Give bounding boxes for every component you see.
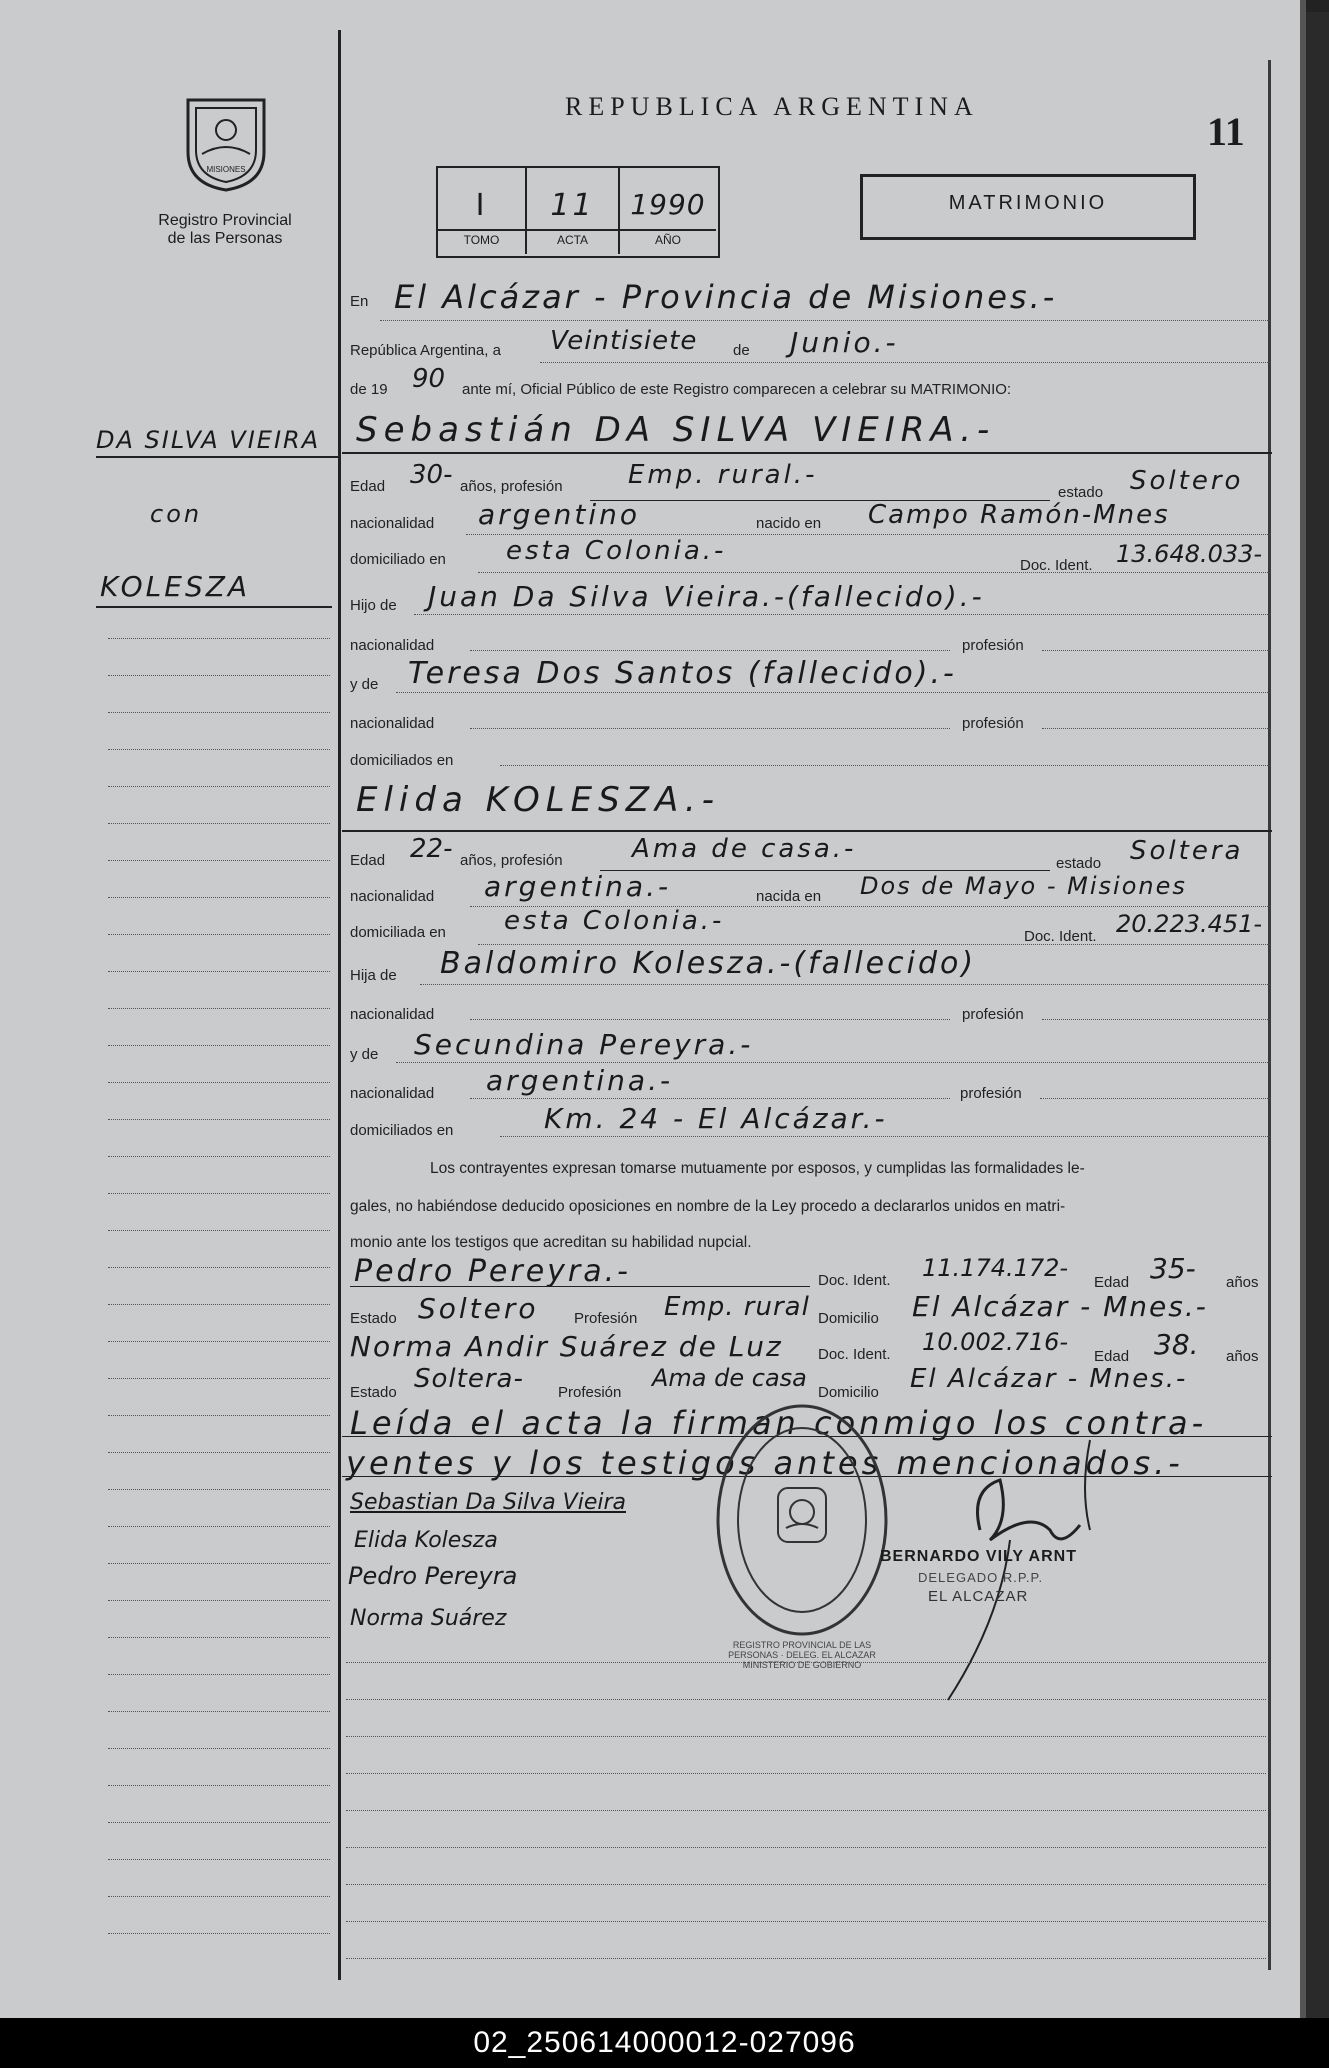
- margin-ruled-line: [108, 1600, 330, 1601]
- margin-ruled-line: [108, 1415, 330, 1416]
- official-seal-icon: [712, 1400, 892, 1640]
- margin-ruled-line: [108, 675, 330, 676]
- bride-domicile: esta Colonia.-: [504, 906, 725, 936]
- groom-profession: Emp. rural.-: [628, 460, 818, 490]
- bride-mother-nac-label: nacionalidad: [350, 1085, 435, 1102]
- bride-mother: Secundina Pereyra.-: [414, 1028, 754, 1061]
- groom-domicile: esta Colonia.-: [506, 536, 727, 566]
- field-line: [1040, 1098, 1270, 1099]
- signature-witness1: Pedro Pereyra: [348, 1562, 518, 1590]
- witness2-doc-label: Doc. Ident.: [818, 1346, 891, 1363]
- place-value: El Alcázar - Provincia de Misiones.-: [394, 278, 1058, 316]
- witness1-edad-label: Edad: [1094, 1274, 1130, 1291]
- groom-age: 30-: [410, 460, 453, 490]
- field-line: [414, 614, 1270, 615]
- margin-ruled-line: [108, 1304, 330, 1305]
- bride-parents-domicile: Km. 24 - El Alcázar.-: [544, 1102, 888, 1135]
- registry-line-1: Registro Provincial: [158, 212, 292, 229]
- bride-mother-nationality: argentina.-: [486, 1064, 674, 1097]
- margin-ruled-line: [108, 1674, 330, 1675]
- groom-dom-label: domiciliado en: [350, 551, 446, 568]
- groom-parents-dom-label: domiciliados en: [350, 752, 454, 769]
- lower-ruled-line: [346, 1958, 1266, 1959]
- margin-ruled-line: [108, 1193, 330, 1194]
- acta-value: 11: [550, 188, 595, 223]
- groom-name: Sebastián DA SILVA VIEIRA.-: [356, 410, 996, 450]
- field-line: [396, 692, 1270, 693]
- witness2-name: Norma Andir Suárez de Luz: [350, 1330, 783, 1363]
- de-label: de: [733, 342, 750, 359]
- section-rule: [342, 830, 1272, 832]
- bride-mother-prof-label: profesión: [960, 1085, 1022, 1102]
- margin-divider: [338, 30, 341, 1980]
- witness2-age: 38.: [1154, 1328, 1199, 1361]
- groom-estado-label: estado: [1058, 484, 1104, 501]
- anio-label: AÑO: [654, 233, 681, 247]
- margin-ruled-line: [108, 1785, 330, 1786]
- margin-ruled-line: [108, 1822, 330, 1823]
- year-value: 90: [412, 364, 446, 394]
- republica-label: República Argentina, a: [350, 342, 501, 359]
- closing-line-1: Leída el acta la firman conmigo los contra-: [350, 1404, 1208, 1442]
- field-line: [396, 1062, 1270, 1063]
- margin-ruled-line: [108, 1341, 330, 1342]
- bride-dom-label: domiciliada en: [350, 924, 446, 941]
- groom-civil-state: Soltero: [1130, 466, 1244, 496]
- groom-doc-number: 13.648.033-: [1116, 540, 1263, 568]
- lower-ruled-line: [346, 1921, 1266, 1922]
- margin-ruled-line: [108, 786, 330, 787]
- field-line: [470, 728, 950, 729]
- signature-witness2: Norma Suárez: [350, 1606, 507, 1631]
- witness2-doc-number: 10.002.716-: [922, 1328, 1069, 1356]
- margin-ruled-line: [108, 1452, 330, 1453]
- witness2-civil-state: Soltera-: [414, 1364, 524, 1394]
- statement-text: ante mí, Oficial Público de este Registro comparecen a celebrar su MATRIMONIO:: [462, 381, 1012, 398]
- witness1-estado-label: Estado: [350, 1310, 397, 1327]
- witness2-estado-label: Estado: [350, 1384, 397, 1401]
- field-line: [470, 1098, 950, 1099]
- lower-ruled-line: [346, 1662, 1266, 1663]
- signature-bride: Elida Kolesza: [354, 1528, 498, 1553]
- country-title: REPUBLICA ARGENTINA: [565, 92, 979, 121]
- document-code: 02_250614000012-027096: [0, 2018, 1329, 2068]
- field-line: [540, 362, 1270, 363]
- bride-hija-label: Hija de: [350, 967, 397, 984]
- witness1-doc-label: Doc. Ident.: [818, 1272, 891, 1289]
- acta-label: ACTA: [556, 233, 589, 247]
- day-value: Veintisiete: [550, 326, 698, 356]
- act-type-label: MATRIMONIO: [948, 192, 1108, 214]
- closing-line-2: yentes y los testigos antes mencionados.-: [346, 1444, 1184, 1482]
- record-ref-divider: [437, 229, 716, 231]
- groom-mother: Teresa Dos Santos (fallecido).-: [408, 656, 957, 691]
- margin-ruled-line: [108, 1896, 330, 1897]
- bride-father-nac-label: nacionalidad: [350, 1006, 435, 1023]
- witness1-domicilio-label: Domicilio: [818, 1310, 879, 1327]
- margin-ruled-line: [108, 712, 330, 713]
- lower-ruled-line: [346, 1736, 1266, 1737]
- groom-father-prof-label: profesión: [962, 637, 1024, 654]
- seal-text: REGISTRO PROVINCIAL DE LAS PERSONAS · DELEG. EL ALCAZAR: [728, 1640, 876, 1660]
- page-number: 11: [1207, 109, 1245, 154]
- margin-ruled-line: [108, 1156, 330, 1157]
- margin-ruled-line: [108, 1526, 330, 1527]
- witness1-domicile: El Alcázar - Mnes.-: [912, 1290, 1208, 1323]
- bride-birthplace: Dos de Mayo - Misiones: [860, 872, 1187, 900]
- field-line: [470, 650, 950, 651]
- lower-ruled-line: [346, 1773, 1266, 1774]
- field-line: [500, 765, 1270, 766]
- groom-father: Juan Da Silva Vieira.-(fallecido).-: [428, 580, 985, 613]
- witness1-name: Pedro Pereyra.-: [354, 1254, 631, 1289]
- field-line: [350, 1286, 810, 1287]
- witness1-anos-label: años: [1226, 1274, 1259, 1291]
- margin-ruled-line: [108, 1378, 330, 1379]
- official-title: DELEGADO R.P.P.: [918, 1570, 1044, 1585]
- lower-ruled-line: [346, 1847, 1266, 1848]
- lower-ruled-line: [346, 1699, 1266, 1700]
- de19-label: de 19: [350, 381, 388, 398]
- margin-ruled-line: [108, 1711, 330, 1712]
- groom-nationality: argentino: [478, 498, 641, 531]
- witness2-anos-label: años: [1226, 1348, 1259, 1365]
- margin-ruled-line: [108, 1230, 330, 1231]
- lower-ruled-line: [346, 1884, 1266, 1885]
- bride-nacida-label: nacida en: [756, 888, 822, 905]
- witness1-civil-state: Soltero: [418, 1292, 539, 1325]
- margin-ruled-line: [108, 897, 330, 898]
- right-border-line: [1268, 60, 1271, 1970]
- witness1-profession: Emp. rural: [664, 1292, 810, 1322]
- field-line: [478, 572, 1270, 573]
- margin-ruled-line: [108, 1045, 330, 1046]
- field-line: [380, 320, 1270, 321]
- witness2-domicile: El Alcázar - Mnes.-: [910, 1364, 1188, 1394]
- margin-note-con: con: [150, 500, 203, 528]
- groom-profesion-label: años, profesión: [460, 478, 563, 495]
- tomo-value: I: [475, 188, 488, 223]
- field-line: [466, 534, 1270, 535]
- margin-ruled-line: [108, 1489, 330, 1490]
- seal-inner-text: MINISTERIO DE GOBIERNO: [742, 1660, 862, 1670]
- groom-father-nac-label: nacionalidad: [350, 637, 435, 654]
- bride-name: Elida KOLESZA.-: [356, 780, 721, 820]
- bride-profesion-label: años, profesión: [460, 852, 563, 869]
- bride-doc-number: 20.223.451-: [1116, 910, 1263, 938]
- bride-yde-label: y de: [350, 1046, 379, 1063]
- registry-name: [120, 212, 330, 248]
- official-name: BERNARDO VILY ARNT: [880, 1548, 1077, 1565]
- bride-nationality: argentina.-: [484, 870, 672, 903]
- witness2-domicilio-label: Domicilio: [818, 1384, 879, 1401]
- witness1-age: 35-: [1150, 1252, 1196, 1285]
- bride-estado-label: estado: [1056, 855, 1102, 872]
- bride-edad-label: Edad: [350, 852, 386, 869]
- bride-father: Baldomiro Kolesza.-(fallecido): [440, 946, 977, 981]
- signature-groom: Sebastian Da Silva Vieira: [350, 1490, 626, 1515]
- declaration-line-3: monio ante los testigos que acreditan su habilidad nupcial.: [350, 1234, 752, 1251]
- official-place: EL ALCAZAR: [928, 1588, 1029, 1605]
- groom-mother-prof-label: profesión: [962, 715, 1024, 732]
- margin-ruled-line: [108, 1637, 330, 1638]
- groom-hijo-label: Hijo de: [350, 597, 397, 614]
- anio-value: 1990: [630, 188, 706, 221]
- witness2-profesion-label: Profesión: [558, 1384, 622, 1401]
- bride-civil-state: Soltera: [1130, 836, 1244, 866]
- declaration-line-1: Los contrayentes expresan tomarse mutuamente por esposos, y cumplidas las formalidades le-: [430, 1160, 1085, 1177]
- groom-yde-label: y de: [350, 676, 379, 693]
- bride-profession: Ama de casa.-: [632, 834, 857, 864]
- groom-nac-label: nacionalidad: [350, 515, 435, 532]
- bride-age: 22-: [410, 834, 453, 864]
- margin-ruled-line: [108, 1267, 330, 1268]
- field-line: [470, 1019, 950, 1020]
- margin-note-bride: KOLESZA: [100, 570, 251, 603]
- margin-ruled-line: [108, 1119, 330, 1120]
- field-line: [1042, 1019, 1270, 1020]
- emblem-text: MISIONES: [206, 165, 246, 174]
- margin-ruled-line: [108, 1008, 330, 1009]
- section-rule: [342, 452, 1272, 454]
- lower-ruled-line: [346, 1810, 1266, 1811]
- field-line: [500, 1136, 1270, 1137]
- bride-father-prof-label: profesión: [962, 1006, 1024, 1023]
- field-line: [1042, 650, 1270, 651]
- margin-ruled-line: [108, 934, 330, 935]
- groom-edad-label: Edad: [350, 478, 386, 495]
- witness1-profesion-label: Profesión: [574, 1310, 638, 1327]
- margin-ruled-line: [108, 1859, 330, 1860]
- registry-line-2: de las Personas: [167, 230, 283, 247]
- en-label: En: [350, 293, 369, 310]
- bride-parents-dom-label: domiciliados en: [350, 1122, 454, 1139]
- bride-doc-label: Doc. Ident.: [1024, 928, 1097, 945]
- field-line: [1042, 728, 1270, 729]
- margin-note-groom: DA SILVA VIEIRA: [96, 426, 321, 454]
- groom-mother-nac-label: nacionalidad: [350, 715, 435, 732]
- margin-ruled-line: [108, 1563, 330, 1564]
- groom-nacido-label: nacido en: [756, 515, 822, 532]
- margin-ruled-line: [108, 749, 330, 750]
- margin-ruled-line: [108, 971, 330, 972]
- bride-nac-label: nacionalidad: [350, 888, 435, 905]
- field-line: [478, 944, 1270, 945]
- month-value: Junio.-: [790, 326, 899, 359]
- declaration-line-2: gales, no habiéndose deducido oposiciones en nombre de la Ley procedo a declararlos unidos en matri-: [350, 1198, 1066, 1215]
- witness2-edad-label: Edad: [1094, 1348, 1130, 1365]
- groom-doc-label: Doc. Ident.: [1020, 557, 1093, 574]
- witness2-profession: Ama de casa: [652, 1364, 807, 1392]
- margin-ruled-line: [108, 638, 330, 639]
- margin-ruled-line: [108, 1082, 330, 1083]
- provincial-emblem-icon: [178, 92, 274, 192]
- margin-ruled-line: [108, 1933, 330, 1934]
- margin-underline: [96, 456, 338, 458]
- margin-underline: [96, 606, 332, 608]
- groom-birthplace: Campo Ramón-Mnes: [868, 500, 1170, 530]
- witness1-doc-number: 11.174.172-: [922, 1254, 1069, 1282]
- tomo-label: TOMO: [463, 233, 500, 247]
- margin-ruled-line: [108, 823, 330, 824]
- margin-ruled-line: [108, 1748, 330, 1749]
- field-line: [420, 984, 1270, 985]
- margin-ruled-line: [108, 860, 330, 861]
